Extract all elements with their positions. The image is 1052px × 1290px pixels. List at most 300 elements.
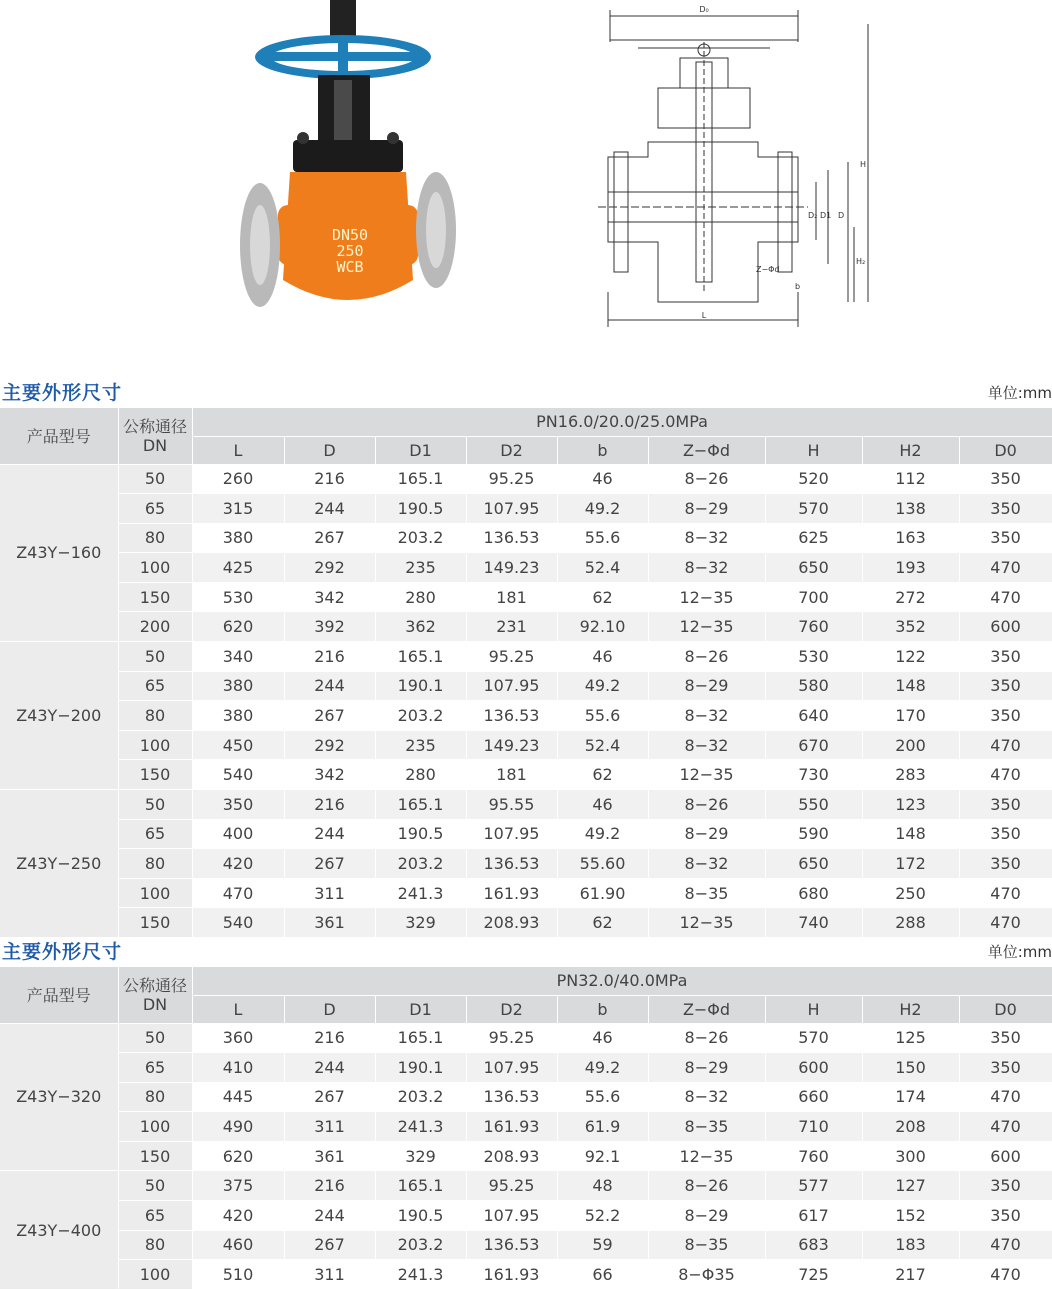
value-cell: 470 [959,582,1052,612]
label-z-phi-d: Z−Φd [756,265,780,274]
value-cell: 375 [192,1171,284,1201]
value-cell: 342 [284,760,375,790]
section-title: 主要外形尺寸 [2,941,123,963]
value-cell: 203.2 [375,1082,466,1112]
value-cell: 329 [375,1141,466,1171]
dn-cell: 65 [118,1201,192,1231]
dn-cell: 100 [118,1260,192,1290]
value-cell: 55.6 [557,701,648,731]
table-row [0,464,1052,494]
value-cell: 216 [284,642,375,672]
value-cell: 122 [862,642,959,672]
value-cell: 340 [192,642,284,672]
table-row [0,1230,1052,1260]
value-cell: 165.1 [375,642,466,672]
value-cell: 55.6 [557,523,648,553]
value-cell: 203.2 [375,701,466,731]
dn-cell: 50 [118,642,192,672]
table-row [0,730,1052,760]
value-cell: 350 [959,1201,1052,1231]
value-cell: 216 [284,464,375,494]
value-cell: 8−29 [648,1053,765,1083]
model-cell: Z43Y−160 [0,464,118,642]
value-cell: 470 [959,908,1052,938]
value-cell: 350 [959,1023,1052,1053]
value-cell: 165.1 [375,464,466,494]
value-cell: 48 [557,1171,648,1201]
value-cell: 208.93 [466,908,557,938]
value-cell: 8−26 [648,642,765,672]
value-cell: 352 [862,612,959,642]
value-cell: 280 [375,582,466,612]
table-row [0,1260,1052,1290]
value-cell: 208 [862,1112,959,1142]
value-cell: 107.95 [466,1201,557,1231]
value-cell: 470 [959,1230,1052,1260]
label-b: b [795,282,801,291]
header-model: 产品型号 [0,408,118,464]
header-dn [118,967,192,1023]
value-cell: 49.2 [557,494,648,524]
figure-area [0,0,1052,370]
dn-cell: 65 [118,1053,192,1083]
table-row [0,671,1052,701]
dn-cell: 150 [118,1141,192,1171]
value-cell: 148 [862,671,959,701]
value-cell: 590 [765,819,862,849]
value-cell: 740 [765,908,862,938]
table-row [0,760,1052,790]
header-dn-unit: DN [142,994,168,1014]
value-cell: 190.5 [375,494,466,524]
value-cell: 216 [284,790,375,820]
value-cell: 660 [765,1082,862,1112]
value-cell: 138 [862,494,959,524]
dn-cell: 80 [118,849,192,879]
table-row [0,1112,1052,1142]
value-cell: 92.10 [557,612,648,642]
value-cell: 52.4 [557,553,648,583]
value-cell: 216 [284,1171,375,1201]
value-cell: 350 [959,701,1052,731]
model-cell: Z43Y−400 [0,1171,118,1289]
col-header: D [284,436,375,464]
value-cell: 329 [375,908,466,938]
value-cell: 12−35 [648,582,765,612]
table-row [0,908,1052,938]
col-header: L [192,995,284,1023]
value-cell: 470 [959,730,1052,760]
table-row [0,553,1052,583]
value-cell: 46 [557,642,648,672]
value-cell: 710 [765,1112,862,1142]
value-cell: 52.4 [557,730,648,760]
value-cell: 470 [959,1112,1052,1142]
value-cell: 149.23 [466,730,557,760]
label-h: H [860,160,867,169]
col-header: H2 [862,995,959,1023]
value-cell: 315 [192,494,284,524]
value-cell: 12−35 [648,1141,765,1171]
value-cell: 174 [862,1082,959,1112]
value-cell: 540 [192,760,284,790]
table-row [0,494,1052,524]
value-cell: 203.2 [375,523,466,553]
value-cell: 311 [284,1260,375,1290]
value-cell: 152 [862,1201,959,1231]
value-cell: 288 [862,908,959,938]
value-cell: 620 [192,1141,284,1171]
value-cell: 95.25 [466,464,557,494]
value-cell: 12−35 [648,612,765,642]
col-header: D2 [466,995,557,1023]
value-cell: 244 [284,819,375,849]
value-cell: 161.93 [466,878,557,908]
value-cell: 550 [765,790,862,820]
model-cell: Z43Y−320 [0,1023,118,1171]
table-row [0,642,1052,672]
value-cell: 127 [862,1171,959,1201]
dn-cell: 100 [118,878,192,908]
label-h2: H₂ [856,257,866,266]
value-cell: 8−Φ35 [648,1260,765,1290]
value-cell: 400 [192,819,284,849]
value-cell: 107.95 [466,671,557,701]
value-cell: 311 [284,1112,375,1142]
unit-label: 单位:mm [987,384,1052,402]
header-dn-unit: DN [142,435,168,455]
dn-cell: 65 [118,819,192,849]
value-cell: 244 [284,671,375,701]
value-cell: 280 [375,760,466,790]
value-cell: 510 [192,1260,284,1290]
value-cell: 760 [765,612,862,642]
value-cell: 62 [557,582,648,612]
dn-cell: 80 [118,1082,192,1112]
value-cell: 217 [862,1260,959,1290]
value-cell: 165.1 [375,1023,466,1053]
value-cell: 231 [466,612,557,642]
value-cell: 61.90 [557,878,648,908]
value-cell: 350 [959,790,1052,820]
dn-cell: 100 [118,1112,192,1142]
value-cell: 283 [862,760,959,790]
value-cell: 350 [192,790,284,820]
value-cell: 62 [557,760,648,790]
value-cell: 617 [765,1201,862,1231]
value-cell: 123 [862,790,959,820]
value-cell: 46 [557,464,648,494]
value-cell: 8−26 [648,1023,765,1053]
value-cell: 8−26 [648,1171,765,1201]
value-cell: 95.25 [466,642,557,672]
dn-cell: 50 [118,464,192,494]
value-cell: 8−32 [648,523,765,553]
value-cell: 190.5 [375,819,466,849]
value-cell: 470 [959,553,1052,583]
value-cell: 450 [192,730,284,760]
value-cell: 650 [765,553,862,583]
value-cell: 203.2 [375,1230,466,1260]
value-cell: 8−35 [648,1230,765,1260]
dn-cell: 80 [118,701,192,731]
value-cell: 350 [959,523,1052,553]
value-cell: 190.5 [375,1201,466,1231]
value-cell: 8−35 [648,1112,765,1142]
value-cell: 8−32 [648,849,765,879]
valve-marking-3: WCB [336,258,364,276]
col-header: Z−Φd [648,995,765,1023]
value-cell: 350 [959,819,1052,849]
value-cell: 150 [862,1053,959,1083]
table-row [0,1023,1052,1053]
table-row [0,1171,1052,1201]
value-cell: 267 [284,849,375,879]
value-cell: 577 [765,1171,862,1201]
dn-cell: 150 [118,582,192,612]
value-cell: 380 [192,671,284,701]
value-cell: 107.95 [466,494,557,524]
value-cell: 216 [284,1023,375,1053]
value-cell: 125 [862,1023,959,1053]
value-cell: 360 [192,1023,284,1053]
value-cell: 760 [765,1141,862,1171]
dn-cell: 50 [118,1171,192,1201]
label-l: L [701,311,707,320]
value-cell: 445 [192,1082,284,1112]
value-cell: 8−29 [648,819,765,849]
value-cell: 470 [192,878,284,908]
value-cell: 470 [959,878,1052,908]
value-cell: 244 [284,1053,375,1083]
value-cell: 8−32 [648,730,765,760]
value-cell: 208.93 [466,1141,557,1171]
value-cell: 350 [959,642,1052,672]
col-header: D1 [375,436,466,464]
value-cell: 49.2 [557,671,648,701]
valve-marking-1: DN50 [331,226,369,244]
value-cell: 190.1 [375,671,466,701]
table-row [0,849,1052,879]
value-cell: 420 [192,849,284,879]
value-cell: 8−26 [648,464,765,494]
valve-dimension-drawing [598,2,888,337]
header-dn-label: 公称通径 [122,416,187,436]
value-cell: 62 [557,908,648,938]
value-cell: 292 [284,730,375,760]
value-cell: 350 [959,849,1052,879]
value-cell: 136.53 [466,1082,557,1112]
value-cell: 640 [765,701,862,731]
value-cell: 161.93 [466,1260,557,1290]
value-cell: 520 [765,464,862,494]
col-header: b [557,995,648,1023]
value-cell: 136.53 [466,849,557,879]
dn-cell: 65 [118,494,192,524]
header-model: 产品型号 [0,967,118,1023]
value-cell: 570 [765,494,862,524]
value-cell: 244 [284,494,375,524]
value-cell: 8−32 [648,553,765,583]
table-row [0,878,1052,908]
value-cell: 530 [192,582,284,612]
value-cell: 66 [557,1260,648,1290]
value-cell: 12−35 [648,760,765,790]
value-cell: 620 [192,612,284,642]
value-cell: 95.25 [466,1171,557,1201]
valve-marking-2: 250 [336,242,364,260]
value-cell: 183 [862,1230,959,1260]
value-cell: 380 [192,701,284,731]
col-header: H [765,436,862,464]
value-cell: 165.1 [375,790,466,820]
table-row [0,1201,1052,1231]
value-cell: 600 [959,612,1052,642]
value-cell: 470 [959,760,1052,790]
col-header: D [284,995,375,1023]
value-cell: 161.93 [466,1112,557,1142]
value-cell: 165.1 [375,1171,466,1201]
value-cell: 311 [284,878,375,908]
dn-cell: 80 [118,523,192,553]
table-row [0,612,1052,642]
col-header: D0 [959,436,1052,464]
value-cell: 55.60 [557,849,648,879]
value-cell: 172 [862,849,959,879]
dn-cell: 80 [118,1230,192,1260]
label-d: D [838,211,845,220]
dimension-table [0,408,1052,938]
value-cell: 107.95 [466,1053,557,1083]
value-cell: 170 [862,701,959,731]
table-row [0,1053,1052,1083]
header-dn [118,408,192,464]
value-cell: 342 [284,582,375,612]
value-cell: 12−35 [648,908,765,938]
value-cell: 250 [862,878,959,908]
col-header: H2 [862,436,959,464]
col-header: D2 [466,436,557,464]
table-row [0,819,1052,849]
value-cell: 683 [765,1230,862,1260]
value-cell: 112 [862,464,959,494]
value-cell: 46 [557,790,648,820]
section-title: 主要外形尺寸 [2,382,123,404]
value-cell: 52.2 [557,1201,648,1231]
value-cell: 470 [959,1082,1052,1112]
col-header: b [557,436,648,464]
value-cell: 267 [284,1082,375,1112]
value-cell: 241.3 [375,1112,466,1142]
value-cell: 8−35 [648,878,765,908]
value-cell: 49.2 [557,1053,648,1083]
value-cell: 235 [375,553,466,583]
value-cell: 350 [959,1171,1052,1201]
value-cell: 670 [765,730,862,760]
value-cell: 8−26 [648,790,765,820]
value-cell: 350 [959,1053,1052,1083]
value-cell: 95.55 [466,790,557,820]
value-cell: 260 [192,464,284,494]
value-cell: 92.1 [557,1141,648,1171]
value-cell: 300 [862,1141,959,1171]
dn-cell: 50 [118,790,192,820]
label-d1: D1 [820,211,832,220]
value-cell: 361 [284,1141,375,1171]
value-cell: 49.2 [557,819,648,849]
value-cell: 420 [192,1201,284,1231]
value-cell: 149.23 [466,553,557,583]
value-cell: 267 [284,1230,375,1260]
label-d2: D₂ [808,211,818,220]
value-cell: 8−29 [648,1201,765,1231]
value-cell: 680 [765,878,862,908]
value-cell: 136.53 [466,523,557,553]
value-cell: 8−32 [648,701,765,731]
dn-cell: 100 [118,730,192,760]
value-cell: 190.1 [375,1053,466,1083]
table-row [0,582,1052,612]
unit-label: 单位:mm [987,943,1052,961]
value-cell: 244 [284,1201,375,1231]
value-cell: 55.6 [557,1082,648,1112]
value-cell: 272 [862,582,959,612]
value-cell: 460 [192,1230,284,1260]
col-header: Z−Φd [648,436,765,464]
value-cell: 392 [284,612,375,642]
dn-cell: 150 [118,760,192,790]
value-cell: 181 [466,760,557,790]
value-cell: 380 [192,523,284,553]
value-cell: 61.9 [557,1112,648,1142]
value-cell: 625 [765,523,862,553]
value-cell: 241.3 [375,878,466,908]
value-cell: 59 [557,1230,648,1260]
value-cell: 470 [959,1260,1052,1290]
value-cell: 650 [765,849,862,879]
value-cell: 46 [557,1023,648,1053]
value-cell: 490 [192,1112,284,1142]
dn-cell: 65 [118,671,192,701]
table-row [0,523,1052,553]
gate-valve-photo [238,0,458,330]
value-cell: 580 [765,671,862,701]
value-cell: 107.95 [466,819,557,849]
model-cell: Z43Y−200 [0,642,118,790]
value-cell: 200 [862,730,959,760]
value-cell: 8−32 [648,1082,765,1112]
value-cell: 193 [862,553,959,583]
value-cell: 410 [192,1053,284,1083]
header-pressure: PN32.0/40.0MPa [192,967,1052,995]
value-cell: 136.53 [466,701,557,731]
value-cell: 148 [862,819,959,849]
model-cell: Z43Y−250 [0,790,118,938]
value-cell: 530 [765,642,862,672]
table-row [0,701,1052,731]
col-header: H [765,995,862,1023]
value-cell: 136.53 [466,1230,557,1260]
value-cell: 361 [284,908,375,938]
col-header: L [192,436,284,464]
value-cell: 700 [765,582,862,612]
dn-cell: 100 [118,553,192,583]
col-header: D0 [959,995,1052,1023]
value-cell: 600 [959,1141,1052,1171]
dn-cell: 200 [118,612,192,642]
value-cell: 425 [192,553,284,583]
value-cell: 350 [959,494,1052,524]
